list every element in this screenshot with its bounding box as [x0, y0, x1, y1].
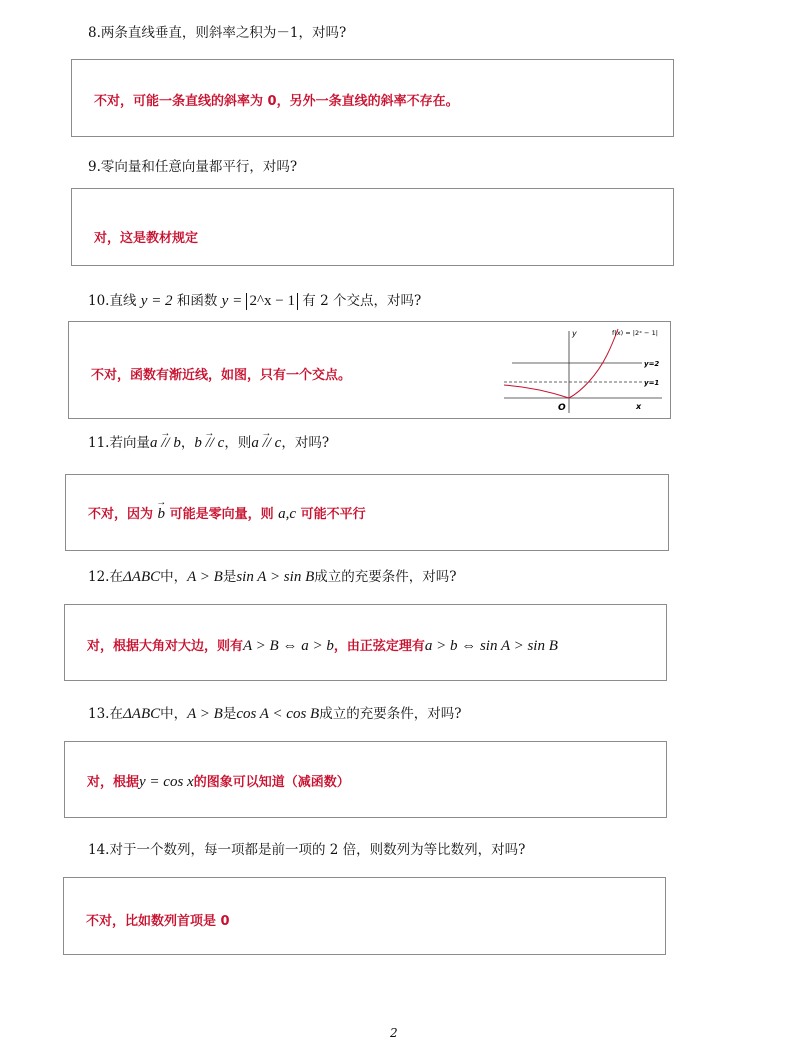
question-12: 12.在ΔABC中，A > B是sin A > sin B成立的充要条件，对吗?	[88, 569, 457, 585]
answer-14: 不对，比如数列首项是 0	[86, 914, 230, 929]
answer-10: 不对，函数有渐近线，如图，只有一个交点。	[91, 368, 352, 383]
answer-box-11	[65, 474, 669, 551]
answer-12: 对，根据大角对大边，则有A > B ⇔ a > b，由正弦定理有a > b ⇔ sin A > sin B	[87, 638, 558, 654]
abs-expression: 2^x − 1	[246, 293, 298, 310]
answer-8: 不对，可能一条直线的斜率为 0，另外一条直线的斜率不存在。	[94, 94, 459, 109]
answer-box-14	[63, 877, 666, 955]
y-axis-label: y	[572, 329, 577, 338]
question-10: 10.直线 y = 2 和函数 y = 2^x − 1 有 2 个交点，对吗?	[88, 293, 422, 309]
curve	[504, 329, 618, 398]
page-number: 2	[390, 1026, 398, 1040]
answer-box-13	[64, 741, 667, 818]
origin-label: O	[558, 403, 566, 413]
answer-box-10	[68, 321, 671, 419]
answer-11: 不对，因为 → b 可能是零向量，则 a,c 可能不平行	[88, 503, 366, 523]
function-label: f(x) = |2ˣ − 1|	[612, 329, 658, 337]
line-y1-label: y=1	[644, 379, 660, 387]
function-graph	[502, 325, 667, 417]
question-9: 9.零向量和任意向量都平行，对吗?	[88, 159, 298, 175]
answer-box-8	[71, 59, 674, 137]
answer-box-12	[64, 604, 667, 681]
line-y2-label: y=2	[644, 360, 660, 368]
answer-box-9	[71, 188, 674, 266]
question-14: 14.对于一个数列，每一项都是前一项的 2 倍，则数列为等比数列，对吗?	[88, 842, 526, 858]
answer-13: 对，根据y = cos x的图象可以知道（减函数）	[87, 774, 350, 790]
question-11: 11.若向量→ a // b，→ b // c，则→ a // c，对吗?	[88, 434, 329, 452]
question-8: 8.两条直线垂直，则斜率之积为－1，对吗?	[88, 25, 347, 41]
question-13: 13.在ΔABC中，A > B是cos A < cos B成立的充要条件，对吗?	[88, 706, 462, 722]
x-axis-label: x	[636, 402, 642, 411]
answer-9: 对，这是教材规定	[94, 231, 199, 246]
